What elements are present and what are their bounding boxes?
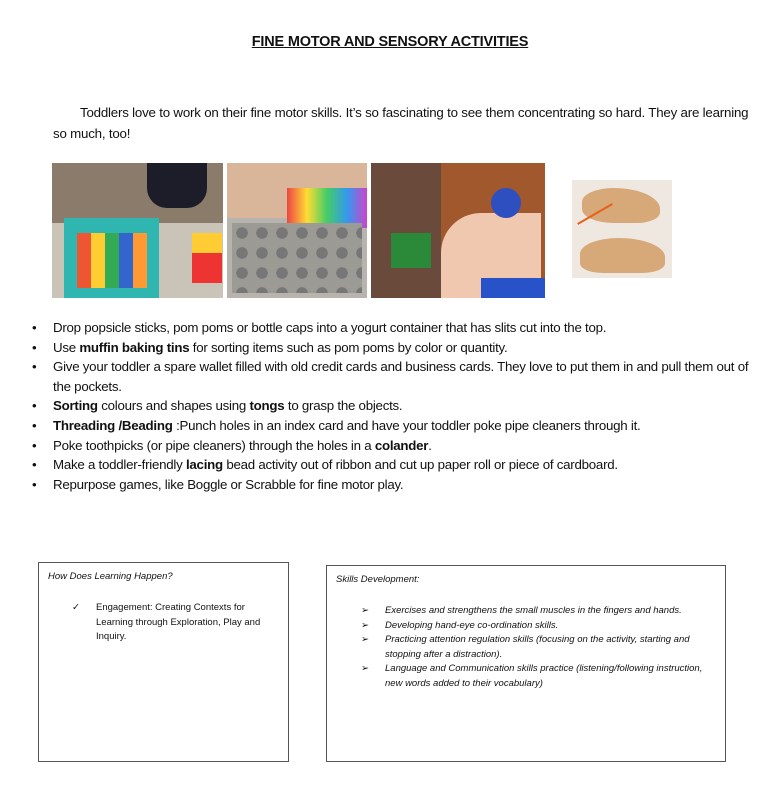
list-item [72,601,281,645]
list-item [361,604,705,619]
bold-text: colander [374,437,429,453]
list-item [32,318,752,338]
text: Use [53,339,80,355]
list-item [361,633,705,662]
intro-paragraph: Toddlers love to work on their fine motor skills. It’s so fascinating to see them concentrating so hard. They are learning so much, too! [53,105,749,141]
activity-list [32,318,752,494]
text: to grasp the objects. [284,398,403,414]
list-item [32,475,752,495]
text: Make a toddler-friendly [53,457,186,473]
list-item [32,436,752,456]
photo-tongs-blocks [52,163,223,298]
arrow-bullet-icon: ➢ [361,605,369,616]
text: Engagement: Creating Contexts for Learning through Exploration, Play and Inquiry. [96,602,261,642]
text: Repurpose games, like Boggle or Scrabble for fine motor play. [53,476,404,492]
bold-text: Sorting [53,398,98,414]
list-item [32,416,752,436]
text: bead activity out of ribbon and cut up paper roll or piece of cardboard. [222,457,618,473]
photo-threading [371,163,545,298]
text: :Punch holes in an index card and have your toddler poke pipe cleaners through it. [172,417,641,433]
photo-muffin-tin [227,163,367,298]
text: Language and Communication skills practice (listening/following instruction, new words added to their vocabulary) [385,663,703,689]
text: for sorting items such as pom poms by color or quantity. [189,339,508,355]
bold-text: Threading /Beading [53,417,173,433]
learning-box [38,562,289,762]
arrow-bullet-icon: ➢ [361,663,369,674]
arrow-bullet-icon: ➢ [361,634,369,645]
photo-lacing-card [560,168,685,290]
list-item [32,455,752,475]
bold-text: tongs [249,398,285,414]
skills-box [326,565,726,762]
text: Developing hand-eye co-ordination skills. [385,619,559,631]
text: Practicing attention regulation skills (focusing on the activity, starting and stopping after a distraction). [385,634,690,660]
list-item [32,357,752,396]
page-title: FINE MOTOR AND SENSORY ACTIVITIES [251,34,529,50]
text: Drop popsicle sticks, pom poms or bottle caps into a yogurt container that has slits cut into the top. [53,320,607,335]
arrow-bullet-icon: ➢ [361,619,369,631]
list-item [32,338,752,358]
text: . [428,437,432,453]
skills-heading: Skills Development: [336,574,420,585]
learning-heading: How Does Learning Happen? [48,571,173,582]
bold-text: muffin baking tins [79,339,190,355]
checkmark-icon: ✓ [72,602,80,613]
text: Give your toddler a spare wallet filled with old credit cards and business cards. They love to put them in and pull them out of the pockets. [53,359,749,394]
text: Poke toothpicks (or pipe cleaners) through the holes in a [53,437,375,453]
text: colours and shapes using [97,398,250,414]
list-item [361,619,705,634]
text: Exercises and strengthens the small muscles in the fingers and hands. [385,605,682,616]
list-item [32,396,752,416]
bold-text: lacing [185,457,223,473]
list-item [361,662,705,691]
